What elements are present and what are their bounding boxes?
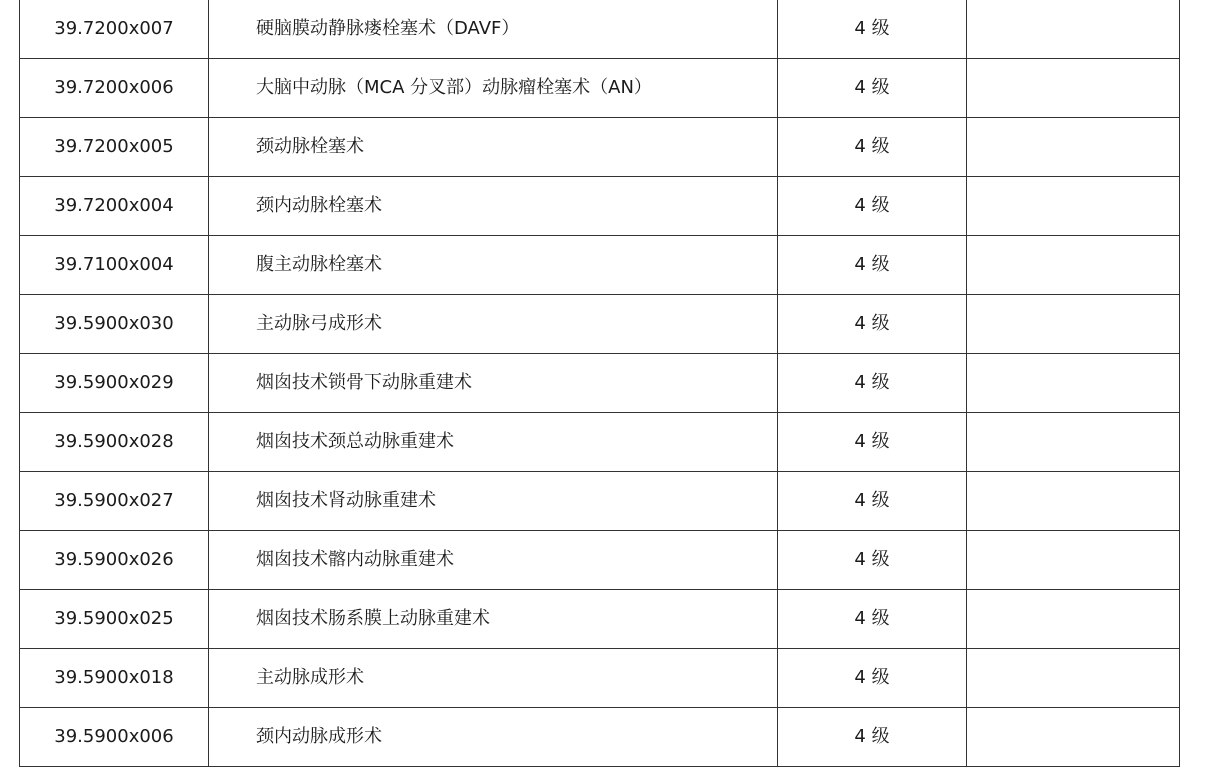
- table-row: [20, 472, 1180, 531]
- procedure-name-cell: 大脑中动脉（MCA 分叉部）动脉瘤栓塞术（AN）: [209, 59, 778, 118]
- procedure-note-cell: [967, 177, 1180, 236]
- procedure-code-cell: 39.5900x030: [20, 295, 209, 354]
- procedure-note-cell: [967, 59, 1180, 118]
- procedure-name-cell: 烟囱技术肠系膜上动脉重建术: [209, 590, 778, 649]
- procedure-level-cell: 4 级: [778, 236, 967, 295]
- procedure-note-cell: [967, 354, 1180, 413]
- procedure-note-cell: [967, 413, 1180, 472]
- table-row: [20, 649, 1180, 708]
- procedure-note-cell: [967, 0, 1180, 59]
- procedure-note-cell: [967, 708, 1180, 767]
- procedure-note-cell: [967, 295, 1180, 354]
- procedure-level-cell: 4 级: [778, 413, 967, 472]
- procedure-code-cell: 39.7100x004: [20, 236, 209, 295]
- table-row: [20, 590, 1180, 649]
- procedure-name-cell: 颈内动脉成形术: [209, 708, 778, 767]
- procedure-name-cell: 主动脉成形术: [209, 649, 778, 708]
- procedure-name-cell: 烟囱技术颈总动脉重建术: [209, 413, 778, 472]
- procedure-name-cell: 烟囱技术髂内动脉重建术: [209, 531, 778, 590]
- procedure-name-cell: 颈内动脉栓塞术: [209, 177, 778, 236]
- procedure-level-cell: 4 级: [778, 531, 967, 590]
- table-row: [20, 295, 1180, 354]
- procedure-code-cell: 39.7200x006: [20, 59, 209, 118]
- procedure-note-cell: [967, 590, 1180, 649]
- procedure-name-cell: 烟囱技术肾动脉重建术: [209, 472, 778, 531]
- procedure-name-cell: 烟囱技术锁骨下动脉重建术: [209, 354, 778, 413]
- table-row: [20, 236, 1180, 295]
- procedure-level-cell: 4 级: [778, 177, 967, 236]
- procedure-level-cell: 4 级: [778, 354, 967, 413]
- procedure-code-cell: 39.5900x029: [20, 354, 209, 413]
- procedure-code-cell: 39.5900x018: [20, 649, 209, 708]
- table-row: [20, 708, 1180, 767]
- procedure-code-cell: 39.5900x006: [20, 708, 209, 767]
- procedure-level-cell: 4 级: [778, 118, 967, 177]
- procedure-note-cell: [967, 649, 1180, 708]
- procedure-level-cell: 4 级: [778, 0, 967, 59]
- table-row: [20, 531, 1180, 590]
- procedure-level-cell: 4 级: [778, 472, 967, 531]
- procedure-name-cell: 主动脉弓成形术: [209, 295, 778, 354]
- procedure-code-cell: 39.7200x007: [20, 0, 209, 59]
- procedure-code-cell: 39.7200x005: [20, 118, 209, 177]
- table-row: [20, 59, 1180, 118]
- procedure-code-cell: 39.5900x026: [20, 531, 209, 590]
- procedure-table: [19, 0, 1180, 767]
- table-row: [20, 413, 1180, 472]
- procedure-note-cell: [967, 236, 1180, 295]
- procedure-level-cell: 4 级: [778, 708, 967, 767]
- procedure-name-cell: 颈动脉栓塞术: [209, 118, 778, 177]
- table-row: [20, 0, 1180, 59]
- procedure-level-cell: 4 级: [778, 295, 967, 354]
- procedure-level-cell: 4 级: [778, 649, 967, 708]
- table-row: [20, 354, 1180, 413]
- procedure-name-cell: 硬脑膜动静脉瘘栓塞术（DAVF）: [209, 0, 778, 59]
- procedure-name-cell: 腹主动脉栓塞术: [209, 236, 778, 295]
- procedure-level-cell: 4 级: [778, 59, 967, 118]
- procedure-code-cell: 39.5900x027: [20, 472, 209, 531]
- table-row: [20, 177, 1180, 236]
- procedure-code-cell: 39.5900x025: [20, 590, 209, 649]
- procedure-table-body: [20, 0, 1180, 767]
- procedure-note-cell: [967, 472, 1180, 531]
- procedure-level-cell: 4 级: [778, 590, 967, 649]
- procedure-code-cell: 39.7200x004: [20, 177, 209, 236]
- procedure-note-cell: [967, 118, 1180, 177]
- procedure-code-cell: 39.5900x028: [20, 413, 209, 472]
- table-row: [20, 118, 1180, 177]
- procedure-note-cell: [967, 531, 1180, 590]
